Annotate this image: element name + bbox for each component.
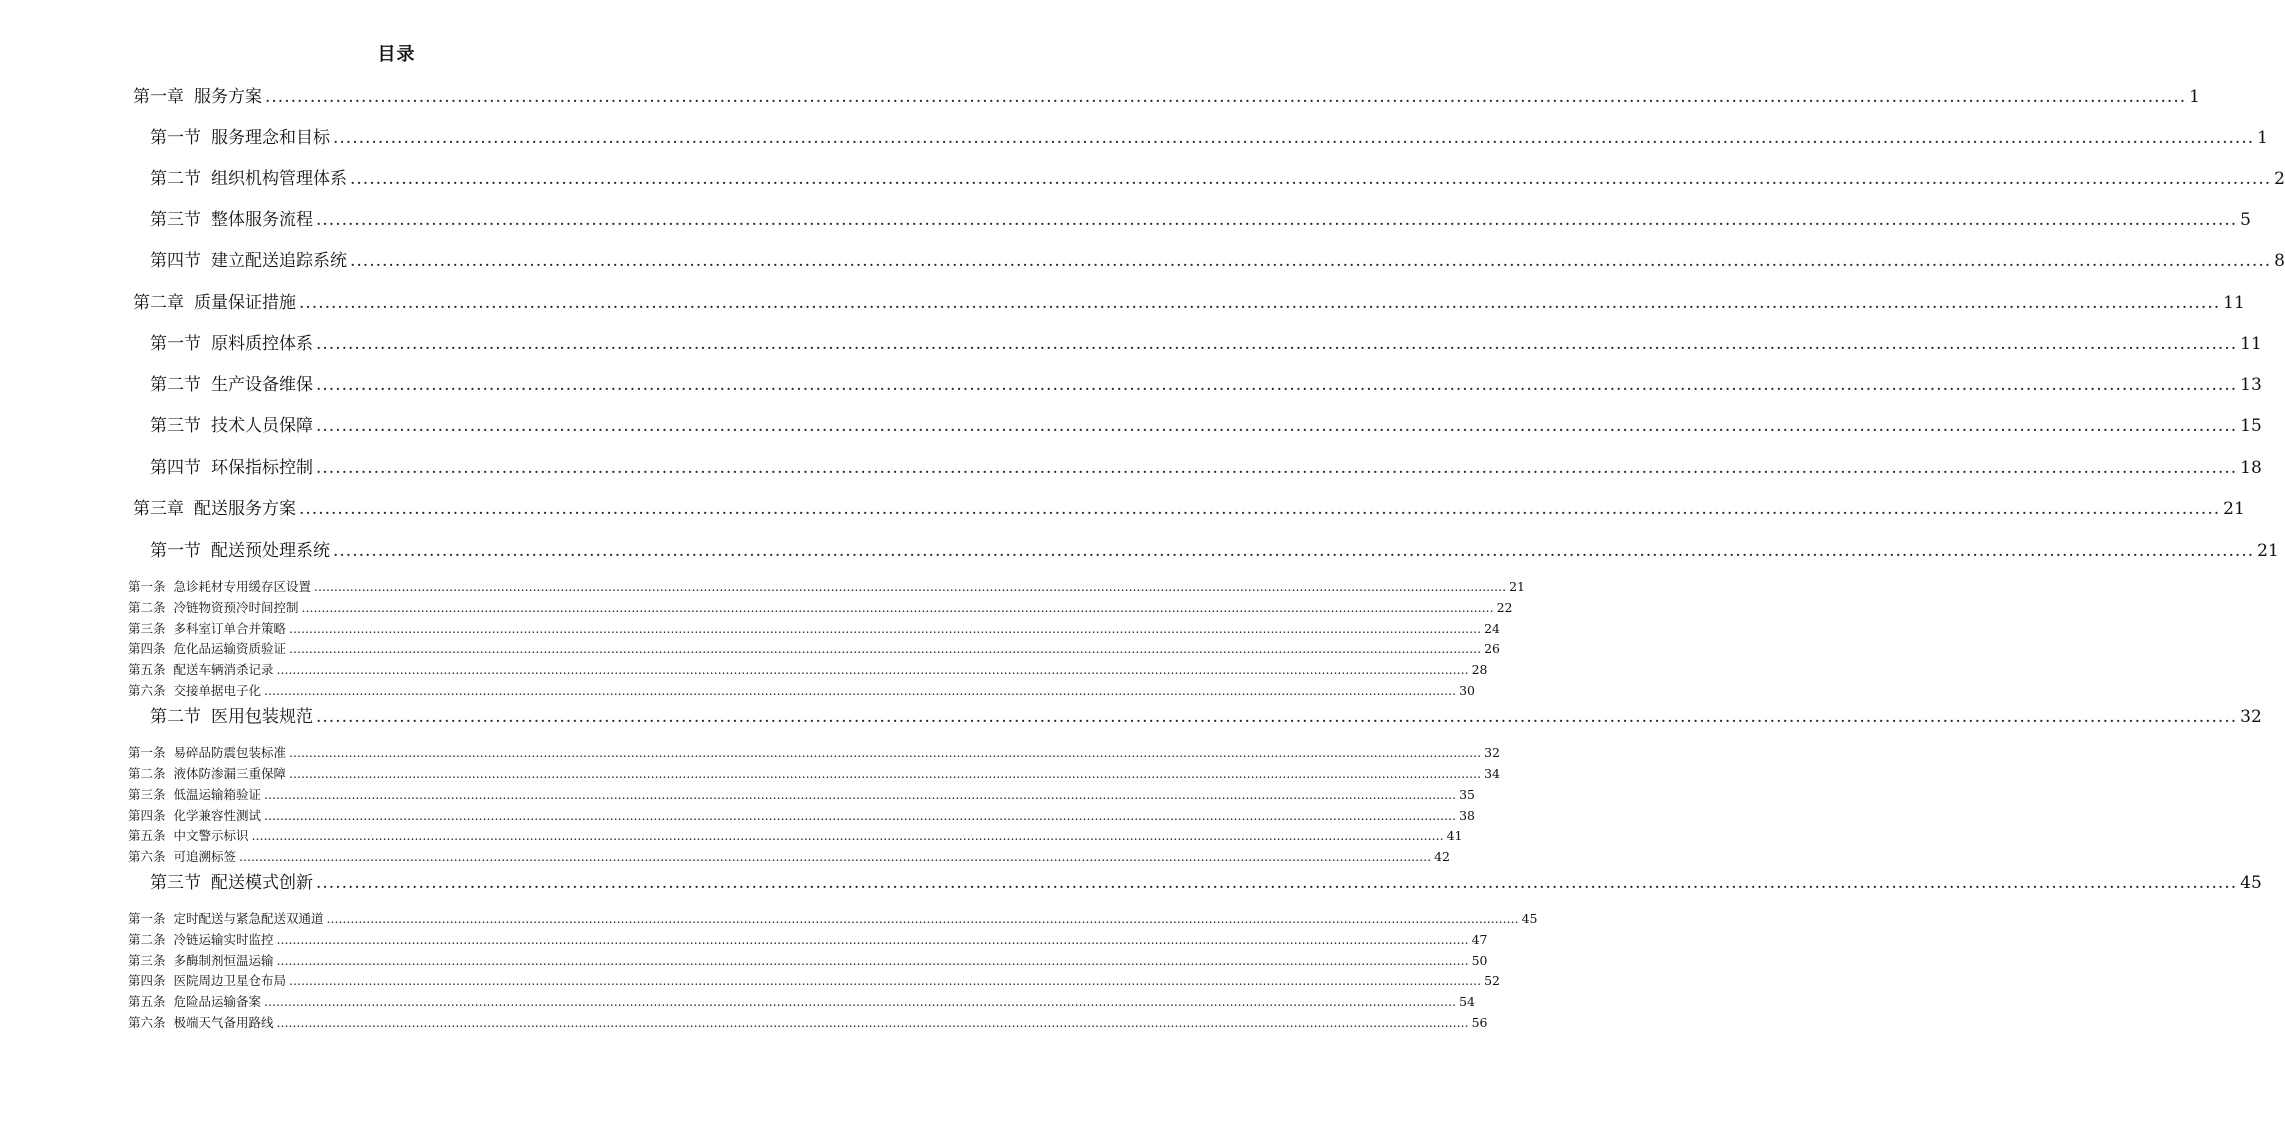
toc-entry-label [128,930,274,948]
toc-entry-label [150,453,313,478]
toc-entry[interactable] [128,660,1488,678]
toc-entry-text: 交接单据电子化 [173,683,262,698]
toc-entry-page: 42 [1434,849,1450,864]
toc-leader-dots: ............................................................................................................................................................................................................................................................................................................ [299,293,2221,313]
toc-entry-label [128,826,249,844]
toc-leader-dots: ............................................................................................................................................................................................................................................................................................................ [316,375,2238,395]
toc-entry-number: 第二节 [150,375,201,395]
toc-entry-page: 28 [1471,662,1488,677]
toc-entry[interactable] [128,971,1500,989]
toc-entry-number: 第五条 [128,828,166,843]
toc-entry-label [150,536,330,561]
toc-entry-number: 第四节 [150,458,201,478]
toc-entry-label [128,619,286,637]
toc-leader-dots: ............................................................................................................................................................................................................................................................................................................ [264,994,1457,1009]
toc-entry-page: 21 [2257,541,2279,561]
toc-leader-dots: ............................................................................................................................................................................................................................................................................................................ [316,873,2238,893]
toc-entry[interactable] [150,246,2285,272]
toc-leader-dots: ............................................................................................................................................................................................................................................................................................................ [326,911,1519,926]
toc-entry-text: 急诊耗材专用缓存区设置 [173,579,312,594]
toc-entry-text: 极端天气备用路线 [173,1015,274,1030]
toc-entry-text: 危险品运输备案 [173,994,262,1009]
toc-entry-page: 18 [2240,458,2262,478]
toc-entry-label [128,992,261,1010]
toc-leader-dots: ............................................................................................................................................................................................................................................................................................................ [289,766,1482,781]
toc-entry-label [133,494,296,519]
toc-entry-number: 第二节 [150,707,201,727]
toc-entry-label [133,82,262,107]
toc-entry-page: 34 [1484,766,1500,781]
toc-leader-dots: ............................................................................................................................................................................................................................................................................................................ [316,707,2238,727]
toc-title: 目录 [377,44,416,65]
toc-entry-page: 30 [1459,683,1475,698]
toc-entry-text: 液体防渗漏三重保障 [173,766,287,781]
toc-entry-number: 第六条 [128,683,166,698]
toc-leader-dots: ............................................................................................................................................................................................................................................................................................................ [350,251,2272,271]
toc-entry-number: 第一节 [150,128,201,148]
toc-leader-dots: ............................................................................................................................................................................................................................................................................................................ [289,745,1482,760]
toc-entry-label [128,639,286,657]
toc-entry-number: 第二章 [133,293,184,313]
toc-entry-label [128,806,261,824]
toc-entry[interactable] [128,847,1450,865]
toc-entry-text: 原料质控体系 [211,334,313,354]
toc-entry[interactable] [128,806,1475,824]
toc-entry-text: 配送服务方案 [194,499,296,519]
toc-entry[interactable] [150,411,2262,437]
toc-entry[interactable] [128,577,1525,595]
toc-entry-number: 第一条 [128,745,166,760]
toc-entry-label [128,1013,274,1031]
toc-entry-text: 建立配送追踪系统 [211,251,347,271]
toc-entry[interactable] [133,82,2200,108]
toc-leader-dots: ............................................................................................................................................................................................................................................................................................................ [239,849,1432,864]
toc-entry-text: 易碎品防震包装标准 [173,745,287,760]
toc-entry[interactable] [128,992,1475,1010]
toc-entry[interactable] [150,370,2262,396]
toc-entry-page: 11 [2223,293,2245,313]
toc-entry[interactable] [150,536,2279,562]
toc-entry-text: 生产设备维保 [211,375,313,395]
toc-entry-number: 第六条 [128,1015,166,1030]
toc-entry-label [150,123,330,148]
toc-entry-text: 医用包装规范 [211,707,313,727]
toc-entry-text: 环保指标控制 [211,458,313,478]
toc-entry-page: 32 [1484,745,1500,760]
toc-entry-number: 第二条 [128,766,166,781]
toc-entry-label [128,743,286,761]
toc-entry-label [128,577,311,595]
toc-entry-number: 第二条 [128,600,166,615]
toc-leader-dots: ............................................................................................................................................................................................................................................................................................................ [316,210,2238,230]
toc-entry-number: 第一节 [150,541,201,561]
toc-entry[interactable] [128,1013,1488,1031]
toc-entry-text: 医院周边卫星仓布局 [173,973,287,988]
toc-entry-page: 56 [1471,1015,1488,1030]
toc-leader-dots: ............................................................................................................................................................................................................................................................................................................ [301,600,1494,615]
toc-entry-label [150,164,347,189]
toc-entry-page: 13 [2240,375,2262,395]
toc-entry-label [150,411,313,436]
toc-entry-label [133,288,296,313]
toc-entry[interactable] [128,785,1475,803]
toc-entry-page: 24 [1484,621,1500,636]
toc-entry-text: 配送预处理系统 [211,541,330,561]
toc-entry[interactable] [133,288,2245,314]
toc-entry[interactable] [150,123,2268,149]
toc-entry-text: 整体服务流程 [211,210,313,230]
toc-entry-text: 冷链物资预冷时间控制 [173,600,299,615]
toc-leader-dots: ............................................................................................................................................................................................................................................................................................................ [264,683,1457,698]
toc-entry[interactable] [128,598,1513,616]
toc-entry-number: 第五条 [128,994,166,1009]
toc-leader-dots: ............................................................................................................................................................................................................................................................................................................ [289,641,1482,656]
toc-leader-dots: ............................................................................................................................................................................................................................................................................................................ [264,787,1457,802]
toc-entry-label [150,205,313,230]
toc-entry-page: 1 [2257,128,2268,148]
toc-entry-text: 组织机构管理体系 [211,169,347,189]
toc-entry[interactable] [150,453,2262,479]
toc-entry-page: 45 [2240,873,2262,893]
toc-entry[interactable] [128,743,1500,761]
toc-entry-label [128,660,274,678]
toc-entry[interactable] [128,930,1488,948]
toc-entry-number: 第六条 [128,849,166,864]
toc-entry[interactable] [128,619,1500,637]
toc-entry-text: 质量保证措施 [194,293,296,313]
toc-leader-dots: ............................................................................................................................................................................................................................................................................................................ [289,973,1482,988]
toc-entry-number: 第二条 [128,932,166,947]
toc-entry-number: 第一章 [133,87,184,107]
toc-entry-text: 危化品运输资质验证 [173,641,287,656]
toc-entry-page: 5 [2240,210,2251,230]
toc-entry-label [150,246,347,271]
toc-entry-text: 技术人员保障 [211,416,313,436]
toc-entry-text: 冷链运输实时监控 [173,932,274,947]
toc-leader-dots: ............................................................................................................................................................................................................................................................................................................ [314,579,1507,594]
toc-entry-label [150,329,313,354]
toc-entry-number: 第二节 [150,169,201,189]
toc-entry-label [128,598,299,616]
toc-entry-page: 15 [2240,416,2262,436]
toc-entry-label [128,909,324,927]
toc-entry-number: 第三条 [128,621,166,636]
toc-entry[interactable] [128,909,1538,927]
toc-entry-page: 11 [2240,334,2262,354]
toc-entry-number: 第四条 [128,641,166,656]
toc-entry-number: 第四条 [128,973,166,988]
toc-entry-number: 第四节 [150,251,201,271]
toc-entry-page: 38 [1459,808,1475,823]
toc-entry-number: 第三章 [133,499,184,519]
toc-entry-page: 26 [1484,641,1500,656]
toc-entry-text: 化学兼容性测试 [173,808,262,823]
toc-leader-dots: ............................................................................................................................................................................................................................................................................................................ [316,334,2238,354]
toc-entry-page: 52 [1484,973,1500,988]
toc-entry-page: 2 [2274,169,2285,189]
toc-entry-label [150,370,313,395]
toc-entry-label [128,785,261,803]
toc-entry-number: 第一条 [128,911,166,926]
toc-leader-dots: ............................................................................................................................................................................................................................................................................................................ [289,621,1482,636]
toc-entry[interactable] [150,868,2262,894]
toc-entry-label [150,702,313,727]
toc-entry-text: 服务理念和目标 [211,128,330,148]
toc-entry-label [128,764,286,782]
toc-entry[interactable] [150,329,2262,355]
toc-entry-number: 第三节 [150,210,201,230]
toc-entry-page: 8 [2274,251,2285,271]
toc-entry-number: 第一节 [150,334,201,354]
toc-entry-number: 第三条 [128,953,166,968]
toc-leader-dots: ............................................................................................................................................................................................................................................................................................................ [333,541,2255,561]
toc-entry-page: 54 [1459,994,1475,1009]
toc-entry[interactable] [128,681,1475,699]
toc-entry-page: 45 [1521,911,1538,926]
toc-entry-page: 41 [1446,828,1463,843]
toc-entry-text: 多酶制剂恒温运输 [173,953,274,968]
toc-entry-page: 21 [2223,499,2245,519]
toc-entry-page: 21 [1509,579,1525,594]
toc-entry[interactable] [150,164,2285,190]
toc-entry[interactable] [133,494,2245,520]
toc-leader-dots: ............................................................................................................................................................................................................................................................................................................ [350,169,2272,189]
toc-leader-dots: ............................................................................................................................................................................................................................................................................................................ [276,662,1469,677]
toc-entry[interactable] [128,951,1488,969]
toc-entry-label [128,847,236,865]
toc-leader-dots: ............................................................................................................................................................................................................................................................................................................ [333,128,2255,148]
toc-entry-text: 中文警示标识 [173,828,249,843]
toc-entry-number: 第四条 [128,808,166,823]
toc-entry-number: 第一条 [128,579,166,594]
toc-entry-text: 配送车辆消杀记录 [173,662,274,677]
toc-leader-dots: ............................................................................................................................................................................................................................................................................................................ [276,1015,1469,1030]
toc-leader-dots: ............................................................................................................................................................................................................................................................................................................ [265,87,2187,107]
toc-entry-text: 定时配送与紧急配送双通道 [173,911,324,926]
toc-entry-page: 22 [1496,600,1513,615]
toc-leader-dots: ............................................................................................................................................................................................................................................................................................................ [316,416,2238,436]
toc-entry-label [128,951,274,969]
toc-entry[interactable] [150,205,2251,231]
toc-entry-text: 低温运输箱验证 [173,787,262,802]
toc-entry-page: 47 [1471,932,1488,947]
toc-entry-number: 第三条 [128,787,166,802]
toc-entry-label [128,681,261,699]
toc-entry-number: 第三节 [150,873,201,893]
toc-entry-number: 第五条 [128,662,166,677]
toc-entry-label [128,971,286,989]
toc-entry-page: 32 [2240,707,2262,727]
toc-leader-dots: ............................................................................................................................................................................................................................................................................................................ [299,499,2221,519]
toc-entry[interactable] [128,826,1463,844]
toc-entry-text: 服务方案 [194,87,262,107]
toc-entry-text: 可追溯标签 [173,849,237,864]
toc-entry[interactable] [128,639,1500,657]
toc-leader-dots: ............................................................................................................................................................................................................................................................................................................ [251,828,1444,843]
toc-entry-number: 第三节 [150,416,201,436]
toc-entry-text: 多科室订单合并策略 [173,621,287,636]
toc-entry-label [150,868,313,893]
toc-entry-page: 1 [2189,87,2200,107]
toc-entry-page: 50 [1471,953,1488,968]
toc-leader-dots: ............................................................................................................................................................................................................................................................................................................ [264,808,1457,823]
toc-leader-dots: ............................................................................................................................................................................................................................................................................................................ [276,932,1469,947]
toc-leader-dots: ............................................................................................................................................................................................................................................................................................................ [276,953,1469,968]
toc-entry[interactable] [150,702,2262,728]
toc-entry[interactable] [128,764,1500,782]
toc-entry-text: 配送模式创新 [211,873,313,893]
toc-entry-page: 35 [1459,787,1475,802]
toc-leader-dots: ............................................................................................................................................................................................................................................................................................................ [316,458,2238,478]
